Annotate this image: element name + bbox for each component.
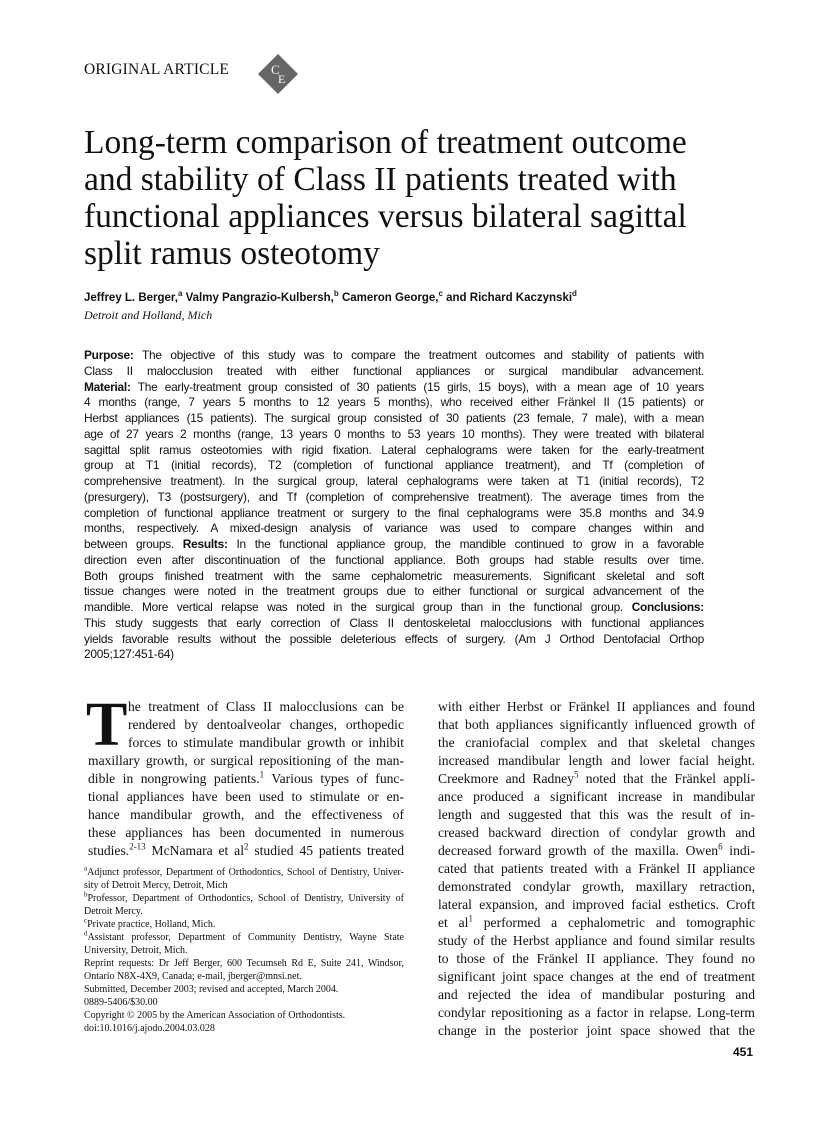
text: Assistant professor, Department of Community Dentistry, Wayne State — [87, 932, 404, 943]
text: noted that the Fränkel appli- — [578, 771, 755, 786]
abstract-line: (presurgery), T3 (postsurgery), and Tf (completion of comprehensive treatment). The average times from the — [84, 489, 704, 504]
author-name: and Richard Kaczynski — [442, 292, 573, 304]
footnote-line — [84, 892, 404, 905]
affiliation-marker: d — [572, 289, 577, 299]
abstract-line: months, respectively. A mixed-design analysis of variance was used to compare changes within and — [84, 521, 704, 536]
text: In the functional appliance group, the mandible continued to grow in a favorable — [227, 537, 704, 551]
abstract-line: Herbst appliances (15 patients). The surgical group consisted of 30 patients (23 female, 7 male), with a mean — [84, 411, 704, 425]
reprint-contact: Ontario N8X-4X9, Canada; e-mail, jberger@mnsi.net. — [84, 971, 302, 982]
marker: d — [84, 929, 88, 938]
body-line — [438, 770, 755, 788]
body-line: that both appliances significantly influenced growth of — [438, 717, 755, 732]
footnote-line: sity of Detroit Mercy, Detroit, Mich — [84, 880, 228, 891]
body-line: cated that patients treated with a Fränkel II appliance — [438, 861, 755, 876]
text: Professor, Department of Orthodontics, School of Dentistry, University of — [87, 893, 404, 904]
abstract-line: tissue changes were noted in the treatment groups due to either functional or surgical advancement of the — [84, 584, 704, 599]
svg-text:C: C — [271, 62, 280, 77]
title-line: Long-term comparison of treatment outcome — [84, 124, 687, 161]
body-line: change in the posterior joint space showed that the — [438, 1023, 755, 1038]
section-label: ORIGINAL ARTICLE — [84, 61, 230, 78]
marker: c — [84, 916, 88, 925]
drop-cap: T — [86, 691, 128, 759]
footnote-line — [84, 866, 404, 879]
abstract-line: age of 27 years 2 months (range, 13 years 0 months to 53 years 10 months). They were treated with bilateral — [84, 426, 704, 441]
abstract-line: Class II malocclusion treated with either functional appliances or surgical mandibular advancement. — [84, 363, 704, 378]
body-line: significant joint space changes at the end of treatment — [438, 969, 755, 984]
body-line: these appliances has been documented in numerous — [88, 825, 404, 840]
doi: doi:10.1016/j.ajodo.2004.03.028 — [84, 1023, 215, 1034]
author-location: Detroit and Holland, Mich — [84, 308, 213, 322]
text: The objective of this study was to compare the treatment outcomes and stability of patients with — [133, 348, 704, 362]
citation[interactable]: 1 — [259, 769, 265, 780]
body-line: lateral expansion, and improved facial esthetics. Croft — [438, 897, 755, 912]
footnotes — [84, 866, 404, 1035]
citation[interactable]: 5 — [573, 769, 579, 780]
text: McNamara et al — [145, 843, 244, 858]
body-line: creased backward direction of condylar growth and — [438, 825, 755, 840]
abstract-line: comprehensive treatment). In the surgical group, lateral cephalograms were taken at T1 (initial records), T2 — [84, 474, 704, 488]
conclusions-label: Conclusions: — [631, 600, 704, 614]
body-line — [438, 842, 755, 860]
page-number: 451 — [732, 1045, 753, 1059]
marker: a — [84, 864, 88, 873]
abstract-line: yields favorable results without the possible deleterious effects of surgery. (Am J Orthod Dentofacial Orthop — [84, 631, 704, 646]
text: et al — [438, 915, 469, 930]
ce-logo-icon — [258, 54, 298, 94]
body-line: hance mandibular growth, and the effectiveness of — [88, 807, 404, 822]
body-line: to those of the Fränkel II appliance. They found no — [438, 951, 755, 966]
body-line: demonstrated condylar growth, maxillary retraction, — [438, 879, 755, 894]
citation[interactable]: 1 — [468, 913, 473, 924]
article-title — [84, 124, 764, 272]
footnote-line: Submitted, December 2003; revised and accepted, March 2004. — [84, 984, 339, 995]
text: between groups. — [84, 537, 183, 551]
body-right-column — [438, 698, 755, 1040]
footnote-line: University, Detroit, Mich. — [84, 945, 188, 956]
material-label: Material: — [84, 379, 131, 394]
text: Creekmore and Radney — [438, 771, 574, 786]
footnote-line — [84, 918, 404, 931]
abstract-line: completion of functional appliance treatment or surgery to the final cephalograms were 35.8 months and 34.9 — [84, 505, 704, 520]
footnote-line: Detroit Mercy. — [84, 906, 143, 917]
abstract-line: 2005;127:451-64) — [84, 647, 174, 662]
body-line: with either Herbst or Fränkel II appliances and found — [438, 699, 755, 714]
abstract-line: Both groups finished treatment with the same cephalometric measurements. Significant skeletal and soft — [84, 568, 704, 583]
author-list — [84, 289, 577, 304]
text: dible in nongrowing patients. — [88, 771, 260, 786]
author-name: Jeffrey L. Berger, — [84, 292, 178, 304]
title-line: functional appliances versus bilateral sagittal — [84, 198, 687, 235]
body-left-column — [86, 691, 404, 860]
body-line: length and suggested that this was the result of in- — [438, 807, 755, 822]
footnote-line: Reprint requests: Dr Jeff Berger, 600 Tecumseh Rd E, Suite 241, Windsor, — [84, 958, 404, 969]
body-line: the craniofacial complex and that skeletal changes — [438, 735, 755, 750]
abstract-line: 4 months (range, 7 years 5 months to 12 years 5 months), who received either Fränkel II (15 patients) or — [84, 395, 704, 410]
abstract-line — [84, 348, 704, 364]
text: studies. — [88, 843, 130, 858]
affiliation-marker: c — [438, 289, 443, 299]
body-line: he treatment of Class II malocclusions can be — [128, 699, 404, 714]
svg-text:E: E — [278, 72, 286, 86]
text: studied 45 patients treated — [248, 843, 404, 858]
text: Private practice, Holland, Mich. — [87, 919, 216, 930]
title-line: and stability of Class II patients treated with — [84, 161, 677, 198]
text: mandible. More vertical relapse was noted in the surgical group than in the functional group. — [84, 600, 632, 614]
citation[interactable]: 6 — [718, 841, 723, 852]
title-line: split ramus osteotomy — [84, 235, 380, 272]
abstract-line: direction even after discontinuation of the functional appliance. Both groups had stable results over time. — [84, 552, 704, 567]
abstract-line: group at T1 (initial records), T2 (completion of functional appliance treatment), and Tf (completion of — [84, 458, 704, 473]
author-name: Valmy Pangrazio-Kulbersh, — [182, 292, 334, 304]
body-line: ance produced a significant increase in mandibular — [438, 789, 755, 804]
footnote-line: 0889-5406/$30.00 — [84, 997, 158, 1008]
body-line: maxillary growth, or surgical repositioning of the man- — [88, 753, 404, 768]
affiliation-marker: b — [333, 289, 339, 299]
body-line: and rejected the idea of mandibular posturing and — [438, 987, 755, 1002]
abstract-line: sagittal split ramus osteotomies with rigid fixation. Lateral cephalograms were taken for the early-treatment — [84, 442, 704, 457]
abstract-line — [84, 600, 704, 616]
text: performed a cephalometric and tomographic — [472, 915, 755, 930]
footnote-line — [84, 931, 404, 944]
results-label: Results: — [182, 537, 228, 551]
abstract-line: This study suggests that early correction of Class II dentoskeletal malocclusions with functional appliances — [84, 615, 704, 630]
abstract — [84, 348, 704, 663]
body-line: condylar repositioning as a factor in relapse. Long-term — [438, 1005, 755, 1020]
purpose-label: Purpose: — [84, 348, 134, 362]
body-line: study of the Herbst appliance and found similar results — [438, 933, 755, 948]
body-line: forces to stimulate mandibular growth or inhibit — [128, 735, 404, 750]
text: The early-treatment group consisted of 30 patients (15 girls, 15 boys), with a mean age of 10 years — [130, 379, 704, 394]
copyright: Copyright © 2005 by the American Association of Orthodontists. — [84, 1010, 346, 1021]
text: decreased forward growth of the maxilla. Owen — [438, 843, 719, 858]
marker: b — [84, 890, 88, 899]
body-line: increased mandibular length and lower facial height. — [438, 753, 755, 768]
text: indi- — [722, 843, 755, 858]
author-name: Cameron George, — [338, 292, 439, 304]
citation[interactable]: 2 — [243, 841, 249, 852]
abstract-line — [84, 537, 704, 553]
body-line: rendered by dentoalveolar changes, orthopedic — [128, 717, 404, 732]
body-line: tional appliances have been used to stimulate or en- — [88, 789, 404, 804]
affiliation-marker: a — [177, 289, 183, 299]
abstract-line — [84, 380, 704, 396]
text: Various types of func- — [264, 771, 404, 786]
text: Adjunct professor, Department of Orthodontics, School of Dentistry, Univer- — [87, 867, 404, 878]
body-line — [438, 914, 755, 932]
body-line — [88, 842, 404, 860]
citation[interactable]: 2-13 — [129, 841, 146, 852]
body-line — [88, 770, 404, 788]
